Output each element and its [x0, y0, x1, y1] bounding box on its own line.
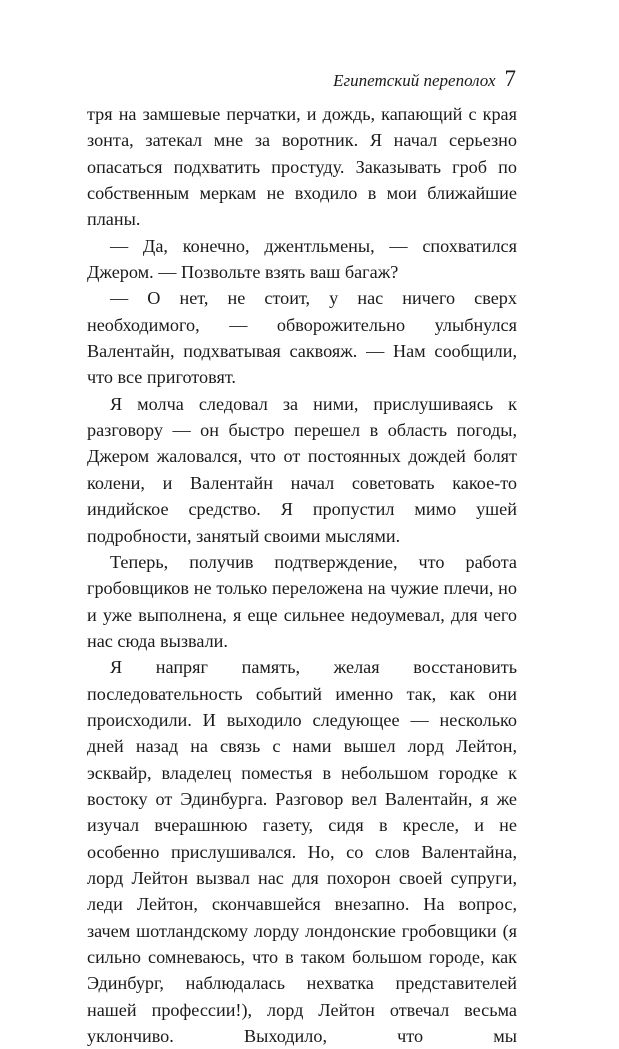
paragraph-1: тря на замшевые перчатки, и дождь, капающий с края зонта, затекал мне за воротник. Я начал серьезно опасаться подхватить простуду. Заказывать гроб по собственным меркам не входило в мои ближайшие планы. — [87, 104, 517, 230]
paragraph-5: Теперь, получив подтверждение, что работа гробовщиков не только переложена на чужие плечи, но и уже выполнена, я еще сильнее недоумевал, для чего нас сюда вызвали. — [87, 551, 517, 651]
paragraph-6: Я напряг память, желая восстановить последовательность событий именно так, как они происходили. И выходило следующее — несколько дней назад на связь с нами вышел лорд Лейтон, эсквайр, владелец поместья в небольшом городке к востоку от Эдинбурга. Разговор вел Валентайн, я же изучал вчерашнюю газету, сидя в кресле, и не особенно прислушивался. Но, со слов Валентайна, лорд Лейтон вызвал нас для похорон своей супруги, леди Лейтон, скончавшейся внезапно. На вопрос, зачем шотландскому лорду лондонские гробовщики (я сильно сомневаюсь, что в таком большом городе, как Эдинбург, наблюдалась нехватка представителей нашей профессии!), лорд Лейтон отвечал весьма уклончиво. Выходило, что мы — [87, 657, 517, 1047]
paragraph-4: Я молча следовал за ними, прислушиваясь к разговору — он быстро перешел в область погоды, Джером жаловался, что от постоянных дождей болят колени, и Валентайн начал советовать какое-то индийское средство. Я пропустил мимо ушей подробности, занятый своими мыслями. — [87, 393, 517, 546]
paragraph-3: — О нет, не стоит, у нас ничего сверх необходимого, — обворожительно улыбнулся Валентайн, подхватывая саквояж. — Нам сообщили, что все приготовят. — [87, 288, 517, 388]
page-number: 7 — [504, 66, 516, 91]
running-header — [88, 66, 516, 92]
running-title: Египетский переполох — [333, 71, 496, 90]
body-text — [87, 101, 517, 1049]
paragraph-2: — Да, конечно, джентльмены, — спохватился Джером. — Позвольте взять ваш багаж? — [87, 235, 517, 283]
